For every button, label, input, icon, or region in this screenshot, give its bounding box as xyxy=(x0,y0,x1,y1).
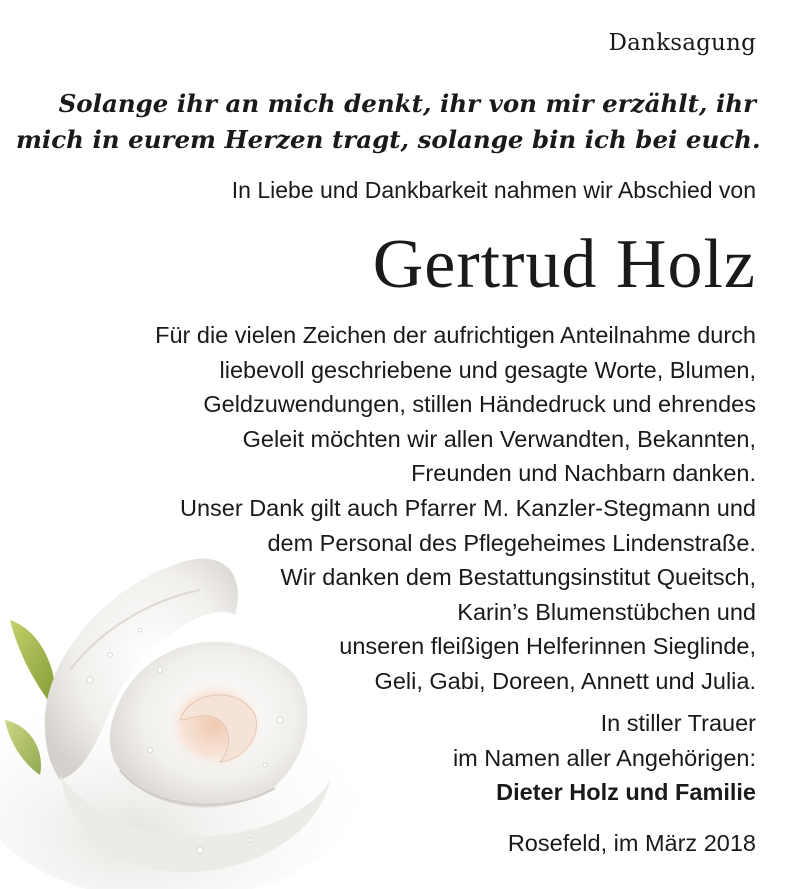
family-signature: Dieter Holz und Familie xyxy=(496,779,756,806)
body-line: Wir danken dem Bestattungsinstitut Queitsch, xyxy=(280,564,756,591)
body-line: Geleit möchten wir allen Verwandten, Bekannten, xyxy=(242,425,756,452)
closing-block xyxy=(453,706,756,810)
closing-line: im Namen aller Angehörigen: xyxy=(452,744,756,771)
body-line: Geli, Gabi, Doreen, Annett und Julia. xyxy=(374,667,756,694)
quote-line: mich in eurem Herzen tragt, solange bin ich bei euch. xyxy=(16,125,761,154)
notice-heading: Danksagung xyxy=(608,30,756,56)
body-line: Für die vielen Zeichen der aufrichtigen Anteilnahme durch xyxy=(155,322,756,348)
memorial-quote xyxy=(16,86,761,158)
place-date: Rosefeld, im März 2018 xyxy=(507,830,756,856)
intro-line: In Liebe und Dankbarkeit nahmen wir Abschied von xyxy=(231,177,756,203)
body-line: unseren fleißigen Helferinnen Sieglinde, xyxy=(339,633,756,660)
body-line: Karin’s Blumenstübchen und xyxy=(457,598,756,625)
body-line: liebevoll geschriebene und gesagte Worte, Blumen, xyxy=(219,356,756,383)
closing-line: In stiller Trauer xyxy=(600,710,756,736)
body-line: Unser Dank gilt auch Pfarrer M. Kanzler-Stegmann und xyxy=(179,494,756,521)
body-line: dem Personal des Pflegeheimes Lindenstraße. xyxy=(267,529,756,556)
body-line: Geldzuwendungen, stillen Händedruck und ehrendes xyxy=(203,391,756,418)
deceased-name: Gertrud Holz xyxy=(372,226,756,303)
quote-line: Solange ihr an mich denkt, ihr von mir erzählt, ihr xyxy=(58,89,756,118)
thanks-body xyxy=(16,318,756,699)
body-line: Freunden und Nachbarn danken. xyxy=(411,460,756,487)
